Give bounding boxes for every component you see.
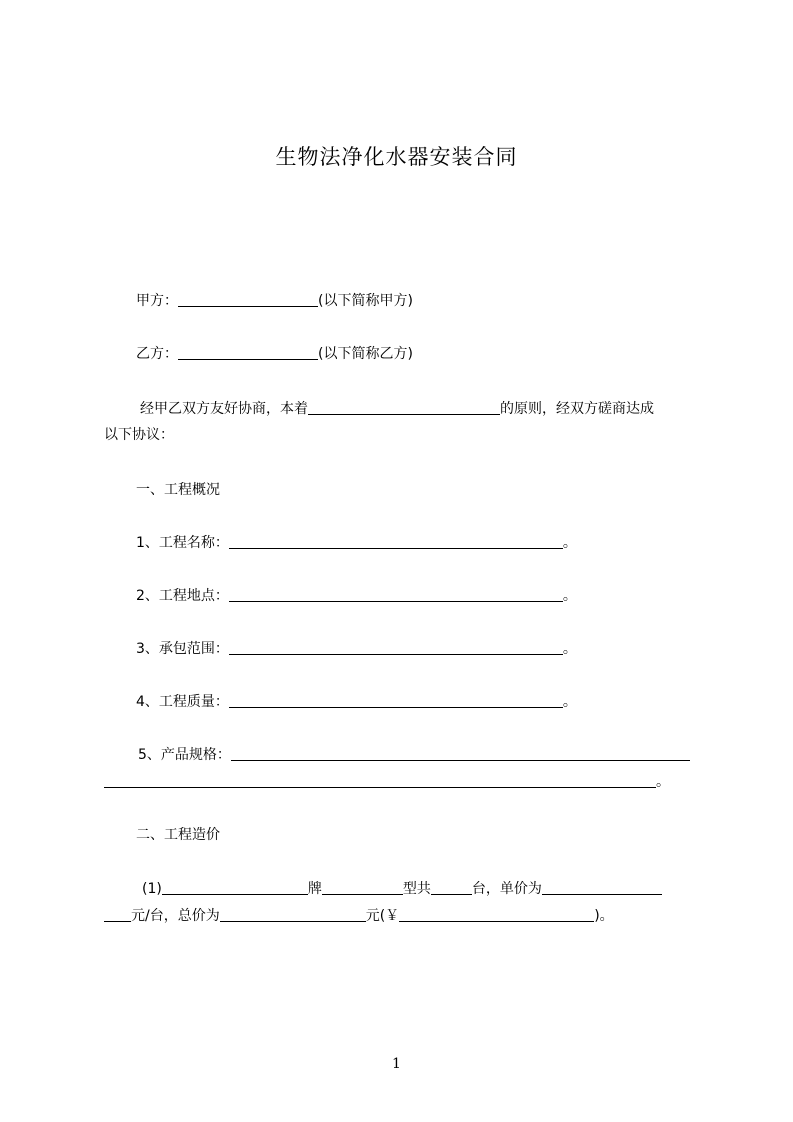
document-title: 生物法净化水器安装合同	[275, 145, 518, 169]
intro-text-2: 的原则，经双方磋商达成	[500, 401, 654, 417]
yuan-open-text: 元(￥	[365, 908, 400, 924]
party-a-note: (以下简称甲方)	[318, 293, 413, 309]
total-price-figure-blank[interactable]	[399, 907, 594, 922]
unit-price-blank-1[interactable]	[542, 880, 662, 895]
product-spec-line	[138, 745, 690, 765]
contract-scope-label: 3、承包范围：	[136, 641, 229, 657]
page-number: 1	[392, 1056, 401, 1072]
party-b-line	[136, 344, 413, 364]
party-a-blank[interactable]	[178, 292, 318, 307]
project-quality-label: 4、工程质量：	[136, 694, 229, 710]
party-b-label: 乙方：	[136, 346, 178, 362]
project-quality-blank[interactable]	[229, 693, 563, 708]
unit-price-blank-2[interactable]	[104, 907, 131, 922]
project-name-line	[136, 533, 577, 553]
product-spec-line-2	[104, 772, 670, 792]
project-location-label: 2、工程地点：	[136, 588, 229, 604]
project-location-line	[136, 586, 577, 606]
contract-scope-end: 。	[562, 641, 577, 657]
party-b-blank[interactable]	[178, 345, 318, 360]
model-blank[interactable]	[322, 880, 403, 895]
contract-scope-blank[interactable]	[229, 640, 563, 655]
section-1-heading: 一、工程概况	[136, 482, 220, 498]
brand-text: 牌	[307, 881, 322, 897]
party-a-label: 甲方：	[136, 293, 178, 309]
principle-blank[interactable]	[308, 400, 500, 415]
price-lead: (1)	[142, 881, 162, 897]
brand-blank[interactable]	[162, 880, 308, 895]
price-close-text: )。	[594, 908, 614, 924]
unit-price-text: 台，单价为	[471, 881, 542, 897]
model-total-text: 型共	[402, 881, 431, 897]
intro-text-1: 经甲乙双方友好协商，本着	[140, 401, 308, 417]
contract-scope-line	[136, 639, 577, 659]
per-unit-text: 元/台，总价为	[131, 908, 220, 924]
price-line-1	[142, 879, 662, 899]
product-spec-label: 5、产品规格：	[138, 747, 231, 763]
intro-line-2: 以下协议：	[104, 427, 174, 443]
party-b-note: (以下简称乙方)	[318, 346, 413, 362]
section-2-heading: 二、工程造价	[136, 827, 220, 843]
project-location-blank[interactable]	[229, 587, 563, 602]
quantity-blank[interactable]	[431, 880, 472, 895]
product-spec-end: 。	[656, 774, 670, 790]
project-quality-line	[136, 692, 577, 712]
project-name-end: 。	[562, 535, 577, 551]
price-line-2	[104, 906, 614, 926]
product-spec-blank-1[interactable]	[231, 746, 690, 761]
product-spec-blank-2[interactable]	[104, 773, 656, 788]
project-name-blank[interactable]	[229, 534, 563, 549]
intro-line-1	[140, 399, 654, 419]
project-name-label: 1、工程名称：	[136, 535, 229, 551]
total-price-blank[interactable]	[220, 907, 366, 922]
project-location-end: 。	[562, 588, 577, 604]
party-a-line	[136, 291, 413, 311]
project-quality-end: 。	[562, 694, 577, 710]
